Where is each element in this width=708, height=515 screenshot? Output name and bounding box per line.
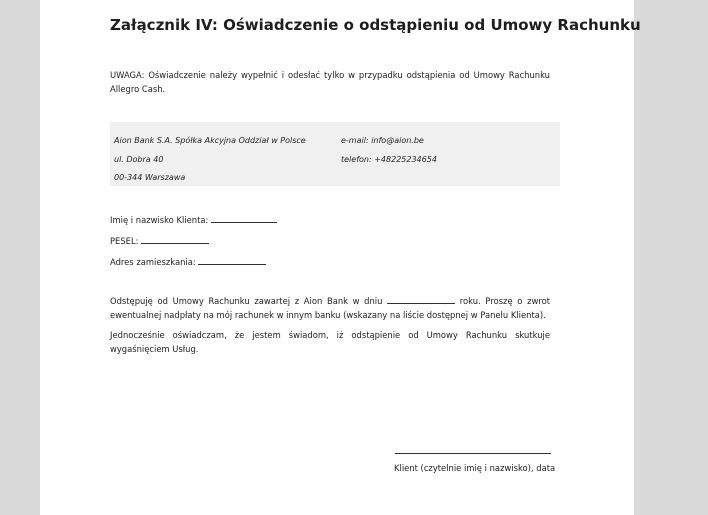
declaration-paragraph: Jednocześnie oświadczam, że jestem świadom, iż odstąpienie od Umowy Rachunku skutkuje wygaśnięciem Usług. bbox=[110, 330, 550, 354]
bank-name: Aion Bank S.A. Spółka Akcyjna Oddział w Polsce bbox=[114, 136, 306, 145]
address-blank[interactable] bbox=[198, 255, 266, 265]
bank-phone: telefon: +48225234654 bbox=[341, 154, 437, 164]
bank-contact-column bbox=[341, 132, 437, 169]
signature-line[interactable] bbox=[395, 453, 551, 454]
pesel-label: PESEL: bbox=[110, 236, 139, 246]
client-name-blank[interactable] bbox=[211, 213, 277, 223]
page-title: Załącznik IV: Oświadczenie o odstąpieniu od Umowy Rachunku bbox=[110, 16, 641, 34]
date-blank[interactable] bbox=[387, 294, 455, 304]
withdrawal-text-end: roku. Proszę o zwrot ewentualnej nadpłaty na mój rachunek w innym banku (wskazany na liście dostępnej w Panelu Klienta). bbox=[110, 296, 550, 320]
pesel-blank[interactable] bbox=[141, 234, 209, 244]
document-page bbox=[40, 0, 641, 515]
bank-info-box bbox=[110, 122, 560, 186]
notice-text: UWAGA: Oświadczenie należy wypełnić i odesłać tylko w przypadku odstąpienia od Umowy Rachunku Allegro Cash. bbox=[110, 70, 550, 94]
bank-street: ul. Dobra 40 bbox=[114, 154, 164, 164]
bank-city: 00-344 Warszawa bbox=[114, 173, 186, 182]
client-fields bbox=[110, 213, 277, 276]
bank-email: e-mail: info@aion.be bbox=[341, 136, 424, 145]
address-label: Adres zamieszkania: bbox=[110, 257, 196, 267]
client-name-label: Imię i nazwisko Klienta: bbox=[110, 215, 209, 225]
pesel-field bbox=[110, 234, 277, 255]
address-field bbox=[110, 255, 277, 276]
signature-label: Klient (czytelnie imię i nazwisko), data bbox=[394, 463, 556, 473]
withdrawal-paragraph bbox=[110, 294, 550, 322]
bank-address-column bbox=[114, 132, 306, 188]
client-name-field bbox=[110, 213, 277, 234]
withdrawal-text-start: Odstępuję od Umowy Rachunku zawartej z Aion Bank w dniu bbox=[110, 296, 383, 306]
